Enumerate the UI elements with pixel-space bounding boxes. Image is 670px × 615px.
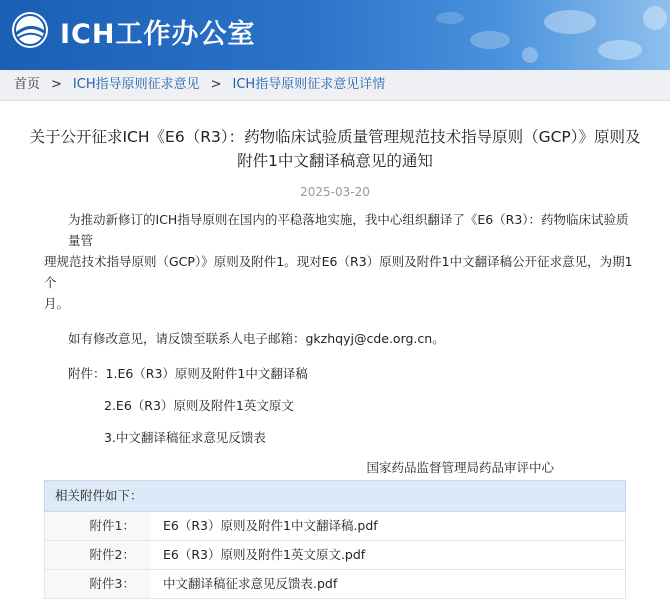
breadcrumb-separator: > <box>51 77 62 92</box>
paragraph-line: 理规范技术指导原则（GCP）》原则及附件1。现对E6（R3）原则及附件1中文翻译稿公开征求意见，为期1个 <box>44 254 633 290</box>
paragraph-line: 为推动新修订的ICH指导原则在国内的平稳落地实施，我中心组织翻译了《E6（R3）：药物临床试验质量管 <box>68 212 629 248</box>
intro-paragraph <box>44 209 634 314</box>
site-banner <box>0 0 670 70</box>
breadcrumb-detail-link[interactable]: ICH指导原则征求意见详情 <box>232 77 386 92</box>
attachment-label: 附件3： <box>45 570 151 598</box>
attachment-item: 1.E6（R3）原则及附件1中文翻译稿 <box>105 366 308 381</box>
ich-logo-icon[interactable] <box>10 10 50 50</box>
attachment-row <box>44 512 626 541</box>
paragraph-line: 月。 <box>44 296 70 311</box>
attachment-row <box>44 570 626 599</box>
attachment-file-link[interactable]: E6（R3）原则及附件1英文原文.pdf <box>163 547 366 562</box>
breadcrumb-separator: > <box>210 77 222 92</box>
article-body <box>0 209 670 509</box>
attachment-list-1 <box>44 363 634 384</box>
page-title-line: 关于公开征求ICH《E6（R3）：药物临床试验质量管理规范技术指导原则（GCP）》原则及 <box>29 128 641 146</box>
page-title-line: 附件1中文翻译稿意见的通知 <box>237 152 433 170</box>
attachment-row <box>44 541 626 570</box>
attachment-label: 附件2： <box>45 541 151 569</box>
attachment-prefix: 附件： <box>68 366 106 381</box>
breadcrumb-consultation-link[interactable]: ICH指导原则征求意见 <box>72 77 200 92</box>
attachment-item: 2.E6（R3）原则及附件1英文原文 <box>104 398 294 413</box>
breadcrumb-home-link[interactable]: 首页 <box>14 77 41 92</box>
attachments-header: 相关附件如下： <box>44 480 626 512</box>
banner-decoration <box>370 0 670 70</box>
attachment-file-link[interactable]: 中文翻译稿征求意见反馈表.pdf <box>163 576 338 591</box>
contact-paragraph: 如有修改意见，请反馈至联系人电子邮箱：gkzhqyj@cde.org.cn。 <box>68 331 445 346</box>
attachment-item: 3.中文翻译稿征求意见反馈表 <box>104 430 266 445</box>
attachment-file-link[interactable]: E6（R3）原则及附件1中文翻译稿.pdf <box>163 518 378 533</box>
attachments-panel <box>44 480 626 599</box>
breadcrumb <box>0 70 670 101</box>
signature-org: 国家药品监督管理局药品审评中心 <box>366 460 554 475</box>
site-title: ICH工作办公室 <box>60 19 256 50</box>
page-title <box>20 125 650 173</box>
publish-date: 2025-03-20 <box>300 185 370 199</box>
attachment-label: 附件1： <box>45 512 151 540</box>
